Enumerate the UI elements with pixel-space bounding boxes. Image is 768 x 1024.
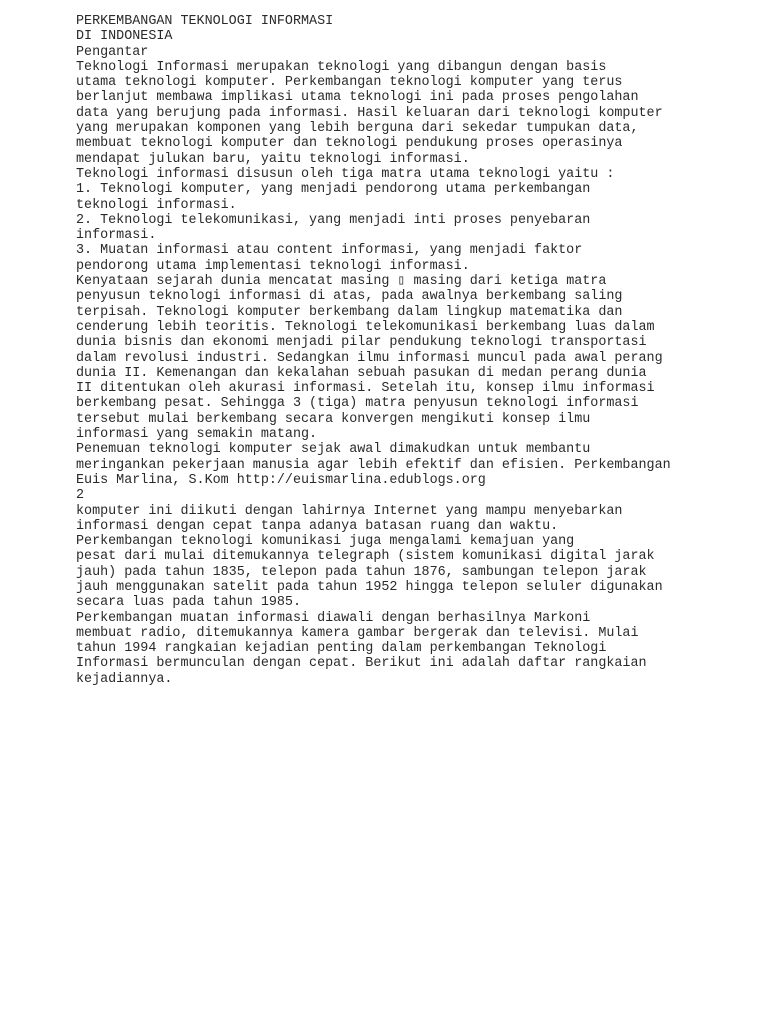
text-line: membuat teknologi komputer dan teknologi pendukung proses operasinya — [76, 136, 623, 152]
text-line: tahun 1994 rangkaian kejadian penting dalam perkembangan Teknologi — [76, 641, 607, 657]
text-line: membuat radio, ditemukannya kamera gambar bergerak dan televisi. Mulai — [76, 625, 639, 641]
text-line: dunia bisnis dan ekonomi menjadi pilar pendukung teknologi transportasi — [76, 335, 647, 351]
text-line: informasi. — [76, 228, 157, 244]
text-line: jauh) pada tahun 1835, telepon pada tahun 1876, sambungan telepon jarak — [76, 564, 647, 580]
text-line: berkembang pesat. Sehingga 3 (tiga) matra penyusun teknologi informasi — [76, 396, 639, 412]
list-item-3: 3. Muatan informasi atau content informasi, yang menjadi faktor — [76, 243, 583, 259]
text-line: tersebut mulai berkembang secara konvergen mengikuti konsep ilmu — [76, 411, 591, 427]
text-line: teknologi informasi. — [76, 197, 237, 213]
text-line: utama teknologi komputer. Perkembangan teknologi komputer yang terus — [76, 75, 623, 91]
text-line: Kenyataan sejarah dunia mencatat masing ▯ masing dari ketiga matra — [76, 274, 607, 290]
list-item-1: 1. Teknologi komputer, yang menjadi pendorong utama perkembangan — [76, 182, 591, 198]
text-line: Teknologi informasi disusun oleh tiga matra utama teknologi yaitu : — [76, 166, 615, 182]
text-line: Perkembangan teknologi komunikasi juga mengalami kemajuan yang — [76, 534, 575, 550]
doc-title-line-2: DI INDONESIA — [76, 29, 173, 45]
text-line: secara luas pada tahun 1985. — [76, 595, 301, 611]
page-number: 2 — [76, 488, 85, 504]
doc-title: PERKEMBANGAN TEKNOLOGI INFORMASI — [76, 14, 334, 29]
text-line: informasi yang semakin matang. — [76, 427, 318, 443]
text-line: Penemuan teknologi komputer sejak awal dimakudkan untuk membantu — [76, 442, 591, 458]
text-line: berlanjut membawa implikasi utama teknologi ini pada proses pengolahan — [76, 90, 639, 106]
text-line: komputer ini diikuti dengan lahirnya Internet yang mampu menyebarkan — [76, 503, 623, 519]
text-line: pendorong utama implementasi teknologi informasi. — [76, 258, 470, 274]
text-line: Perkembangan muatan informasi diawali dengan berhasilnya Markoni — [76, 610, 591, 626]
text-line: dunia II. Kemenangan dan kekalahan sebuah pasukan di medan perang dunia — [76, 365, 647, 381]
list-item-2: 2. Teknologi telekomunikasi, yang menjadi inti proses penyebaran — [76, 212, 591, 228]
text-line: kejadiannya. — [76, 671, 173, 687]
section-heading-pengantar: Pengantar — [76, 44, 149, 60]
page-footer-author: Euis Marlina, S.Kom http://euismarlina.edublogs.org — [76, 472, 486, 488]
text-line: mendapat julukan baru, yaitu teknologi informasi. — [76, 151, 470, 167]
text-line: penyusun teknologi informasi di atas, pada awalnya berkembang saling — [76, 289, 623, 305]
text-line: informasi dengan cepat tanpa adanya batasan ruang dan waktu. — [76, 518, 559, 534]
document-page — [76, 14, 756, 687]
text-line: data yang berujung pada informasi. Hasil keluaran dari teknologi komputer — [76, 105, 663, 121]
text-line: jauh menggunakan satelit pada tahun 1952 hingga telepon seluler digunakan — [76, 579, 663, 595]
text-line: II ditentukan oleh akurasi informasi. Setelah itu, konsep ilmu informasi — [76, 381, 655, 397]
text-line: Teknologi Informasi merupakan teknologi yang dibangun dengan basis — [76, 59, 607, 75]
text-line: Informasi bermunculan dengan cepat. Berikut ini adalah daftar rangkaian — [76, 656, 647, 672]
text-line: terpisah. Teknologi komputer berkembang dalam lingkup matematika dan — [76, 304, 623, 320]
text-line: meringankan pekerjaan manusia agar lebih efektif dan efisien. Perkembangan — [76, 457, 671, 473]
text-line: cenderung lebih teoritis. Teknologi telekomunikasi berkembang luas dalam — [76, 319, 655, 335]
text-line: dalam revolusi industri. Sedangkan ilmu informasi muncul pada awal perang — [76, 350, 663, 366]
text-line: pesat dari mulai ditemukannya telegraph (sistem komunikasi digital jarak — [76, 549, 655, 565]
text-line: yang merupakan komponen yang lebih berguna dari sekedar tumpukan data, — [76, 121, 639, 137]
